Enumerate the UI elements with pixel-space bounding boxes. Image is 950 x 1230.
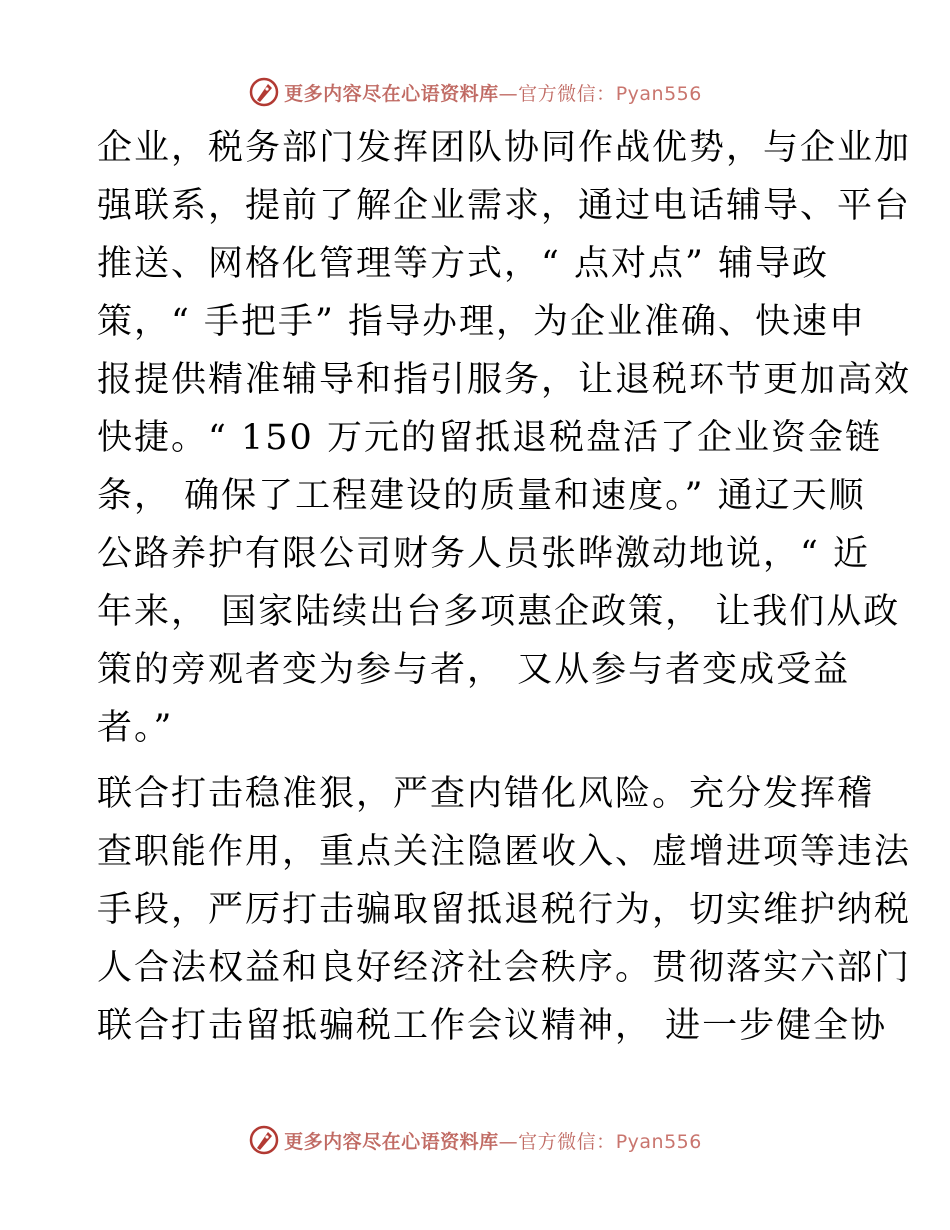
footer-dash: — bbox=[498, 1130, 519, 1153]
header-watermark-text bbox=[284, 79, 702, 106]
body-line: 手段，严厉打击骗取留抵退税行为，切实维护纳税 bbox=[97, 890, 912, 930]
body-line: 查职能作用，重点关注隐匿收入、虚增进项等违法 bbox=[97, 832, 912, 872]
pen-nib-logo-icon bbox=[248, 76, 280, 108]
body-line: 策的旁观者变为参与者， 又从参与者变成受益 bbox=[97, 650, 851, 690]
footer-wechat-label: 官方微信： bbox=[518, 1130, 616, 1153]
body-line: 者。” bbox=[97, 708, 174, 748]
paragraph-gap bbox=[97, 762, 877, 770]
body-line: 联合打击稳准狠，严查内错化风险。充分发挥稽 bbox=[97, 774, 875, 814]
body-line: 年来， 国家陆续出台多项惠企政策， 让我们从政 bbox=[97, 592, 901, 632]
footer-wechat-id: Pyan556 bbox=[615, 1130, 702, 1153]
footer-watermark-text bbox=[284, 1127, 702, 1154]
footer-site-name: 更多内容尽在心语资料库 bbox=[284, 1130, 499, 1153]
pen-nib-logo-icon bbox=[248, 1124, 280, 1156]
header-site-name: 更多内容尽在心语资料库 bbox=[284, 82, 499, 105]
header-wechat-label: 官方微信： bbox=[518, 82, 616, 105]
document-body bbox=[97, 124, 912, 1060]
header-wechat-id: Pyan556 bbox=[615, 82, 702, 105]
body-line: 人合法权益和良好经济社会秩序。贯彻落实六部门 bbox=[97, 948, 912, 988]
body-line: 推送、网格化管理等方式，“ 点对点” 辅导政 bbox=[97, 244, 830, 284]
header-dash: — bbox=[498, 82, 519, 105]
footer-watermark bbox=[0, 1120, 950, 1160]
header-watermark bbox=[0, 72, 950, 112]
body-line: 企业，税务部门发挥团队协同作战优势，与企业加 bbox=[97, 128, 912, 168]
body-line: 报提供精准辅导和指引服务，让退税环节更加高效 bbox=[97, 360, 912, 400]
body-line: 联合打击留抵骗税工作会议精神， 进一步健全协 bbox=[97, 1006, 888, 1046]
body-line: 策，“ 手把手” 指导办理，为企业准确、快速申 bbox=[97, 302, 867, 342]
body-line: 公路养护有限公司财务人员张晔激动地说，“ 近 bbox=[97, 534, 871, 574]
body-line: 快捷。“ 150 万元的留抵退税盘活了企业资金链 bbox=[97, 418, 882, 458]
body-line: 强联系，提前了解企业需求，通过电话辅导、平台 bbox=[97, 186, 912, 226]
body-line: 条， 确保了工程建设的质量和速度。” 通辽天顺 bbox=[97, 476, 866, 516]
